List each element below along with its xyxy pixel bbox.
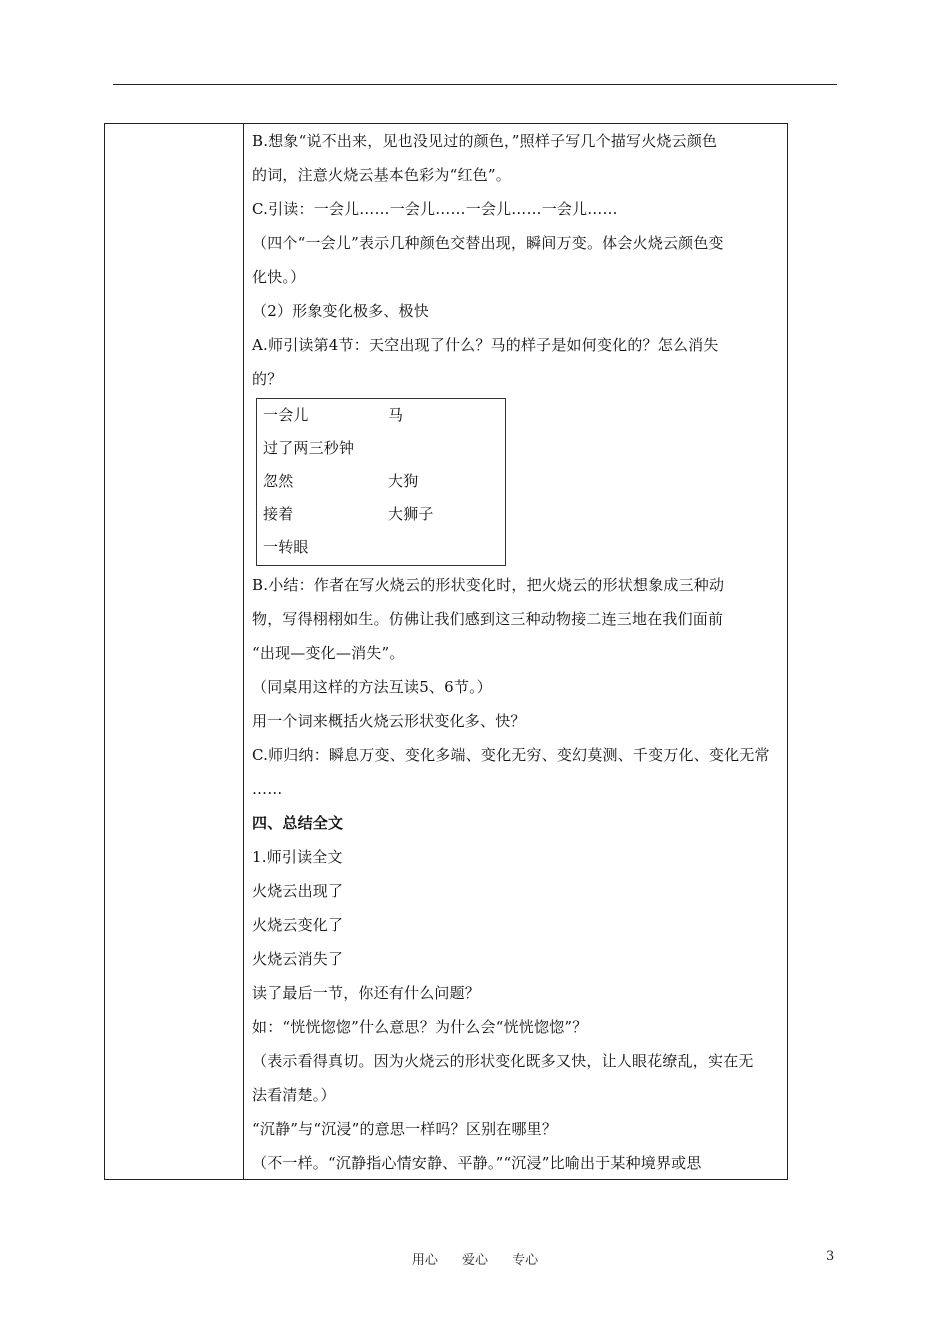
- box-animal: [388, 432, 488, 465]
- box-animal: [388, 531, 488, 564]
- section-title: 四、总结全文: [252, 814, 344, 832]
- column-divider: [243, 124, 244, 1179]
- text-line: 火烧云出现了: [252, 882, 344, 900]
- box-row: [263, 399, 499, 432]
- text-line: B.想象“说不出来，见也没见过的颜色，”照样子写几个描写火烧云颜色: [252, 132, 718, 150]
- header-rule: [113, 84, 837, 85]
- page-footer: [0, 1249, 950, 1268]
- box-row: [263, 498, 499, 531]
- footer-motto: 爱心: [461, 1253, 488, 1268]
- text-line: ……: [252, 780, 283, 798]
- text-line: 如：“恍恍惚惚”什么意思？为什么会“恍恍惚惚”？: [252, 1018, 588, 1036]
- horse-change-box: [256, 398, 506, 566]
- text-line: “出现—变化—消失”。: [252, 644, 405, 662]
- box-time-word: 忽然: [263, 472, 294, 490]
- text-line: C.引读：一会儿……一会儿……一会儿……一会儿……: [252, 200, 618, 218]
- text-line: （不一样。“沉静指心情安静、平静。”“沉浸”比喻出于某种境界或思: [252, 1154, 702, 1172]
- text-line: （表示看得真切。因为火烧云的形状变化既多又快，让人眼花缭乱，实在无: [252, 1052, 754, 1070]
- text-line: （2）形象变化极多、极快: [252, 302, 429, 320]
- text-line: 1.师引读全文: [252, 848, 343, 866]
- text-line: 物，写得栩栩如生。仿佛让我们感到这三种动物接二连三地在我们面前: [252, 610, 724, 628]
- text-line: 火烧云变化了: [252, 916, 344, 934]
- text-line: 读了最后一节，你还有什么问题？: [252, 984, 481, 1002]
- text-line: 法看清楚。）: [252, 1086, 336, 1104]
- text-line: A.师引读第4节：天空出现了什么？马的样子是如何变化的？怎么消失: [252, 336, 719, 354]
- text-line: B.小结：作者在写火烧云的形状变化时，把火烧云的形状想象成三种动: [252, 576, 725, 594]
- box-time-word: 一会儿: [263, 406, 309, 424]
- text-line: （同桌用这样的方法互读5、6节。）: [252, 678, 492, 696]
- box-animal: 大狮子: [388, 505, 434, 523]
- text-line: （四个“一会儿”表示几种颜色交替出现，瞬间万变。体会火烧云颜色变: [252, 234, 724, 252]
- lesson-content-cell: [252, 124, 782, 1180]
- text-line: 的？: [252, 370, 283, 388]
- box-row: [263, 432, 499, 465]
- footer-motto: 专心: [512, 1253, 539, 1268]
- text-line: 火烧云消失了: [252, 950, 344, 968]
- text-line: 的词，注意火烧云基本色彩为“红色”。: [252, 166, 511, 184]
- box-row: [263, 465, 499, 498]
- text-line: C.师归纳：瞬息万变、变化多端、变化无穷、变幻莫测、千变万化、变化无常: [252, 746, 770, 764]
- box-animal: 马: [388, 406, 404, 424]
- box-time-word: 接着: [263, 505, 294, 523]
- box-time-word: 一转眼: [263, 538, 309, 556]
- box-time-word: 过了两三秒钟: [263, 439, 355, 457]
- text-line: “沉静”与“沉浸”的意思一样吗？区别在哪里？: [252, 1120, 558, 1138]
- box-animal: 大狗: [388, 472, 419, 490]
- text-line: 用一个词来概括火烧云形状变化多、快？: [252, 712, 526, 730]
- box-row: [263, 531, 499, 564]
- lesson-table: [104, 123, 788, 1180]
- text-line: 化快。）: [252, 268, 306, 286]
- footer-motto: 用心: [411, 1253, 438, 1268]
- page-number: 3: [826, 1249, 835, 1264]
